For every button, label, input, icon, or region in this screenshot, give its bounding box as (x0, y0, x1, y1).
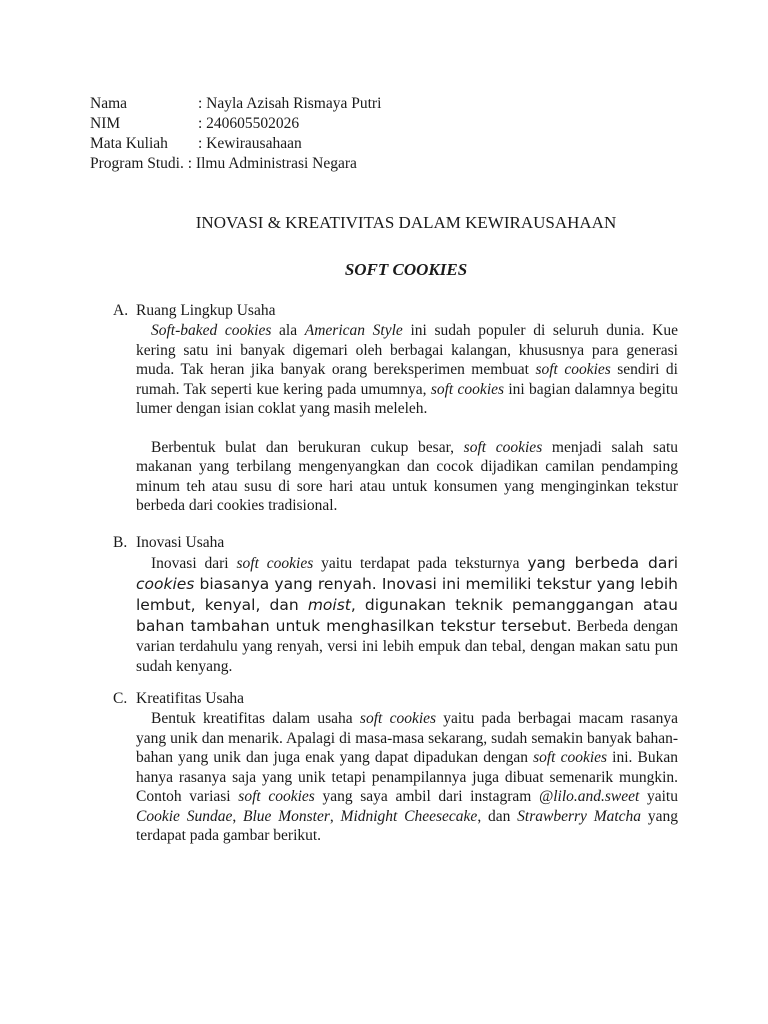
mata-kuliah-value: : Kewirausahaan (198, 135, 302, 152)
text-run: sendiri di rumah. Tak seperti kue kering pada umumnya, (136, 361, 678, 398)
text-run: Soft-baked cookies (151, 322, 272, 339)
text-run: , dan (477, 807, 518, 825)
text-run: yaitu (639, 788, 678, 805)
section-letter: C. (113, 690, 128, 707)
nim-value: : 240605502026 (198, 115, 300, 132)
section-heading (113, 689, 678, 709)
text-run: Cookie Sundae (136, 807, 233, 825)
text-run: , (232, 807, 243, 825)
nama-value: : Nayla Azisah Rismaya Putri (198, 95, 382, 112)
nama-label: Nama (90, 95, 128, 112)
program-studi-value: : Ilmu Administrasi Negara (187, 155, 357, 172)
text-run: Bentuk kreatifitas dalam usaha (151, 710, 360, 727)
text-run: cookies (136, 575, 195, 593)
document-title: INOVASI & KREATIVITAS DALAM KEWIRAUSAHAAN (195, 213, 617, 232)
text-run: Inovasi dari (151, 555, 237, 572)
nim-label: NIM (90, 115, 121, 132)
text-run: soft cookies (535, 361, 611, 378)
text-run: yang saya ambil dari instagram (314, 788, 539, 805)
student-info-block (90, 94, 381, 174)
section-heading (113, 301, 678, 321)
text-run: soft cookies (463, 438, 543, 456)
text-run: soft cookies (359, 710, 437, 727)
text-run: @lilo.and.sweet (538, 788, 640, 805)
section-heading (113, 533, 678, 553)
document-subtitle: SOFT COOKIES (344, 260, 468, 279)
paragraph (136, 321, 678, 419)
text-run: American Style (304, 322, 403, 339)
section-inovasi (113, 533, 678, 677)
section-title: Ruang Lingkup Usaha (136, 302, 276, 319)
text-run: soft cookies (430, 380, 505, 398)
text-run: ala (271, 322, 305, 339)
text-run: soft cookies (533, 749, 608, 766)
info-row-mata-kuliah (90, 134, 381, 154)
text-run: yang berbeda dari (527, 554, 679, 572)
text-run: menjadi salah satu makanan yang terbilang mengenyangkan dan cocok dijadikan camilan pendamping minum teh atau susu di sore hari atau untuk konsumen yang menginginkan tekstur berbeda dari cookies tradisional. (136, 438, 679, 514)
paragraph (136, 553, 678, 677)
section-title: Inovasi Usaha (136, 534, 225, 551)
text-run: soft cookies (236, 555, 314, 572)
info-row-program-studi (90, 154, 381, 174)
text-run: ini sudah populer di seluruh dunia. Kue kering satu ini banyak digemari oleh berbagai kalangan, khususnya para generasi muda. Tak heran jika banyak orang bereksperimen membuat (136, 322, 678, 378)
text-run: Midnight Cheesecake (340, 807, 478, 825)
text-run: , digunakan teknik pemanggangan atau bahan tambahan untuk menghasilkan tekstur tersebut. (136, 596, 678, 635)
paragraph (136, 438, 678, 516)
section-letter: B. (113, 534, 128, 551)
text-run: , (329, 807, 341, 825)
text-run: ini bagian dalamnya begitu lumer dengan isian coklat yang masih meleleh. (136, 380, 678, 417)
text-run: ini. Bukan hanya rasanya saja yang unik tetapi penampilannya juga dibuat semenarik mungkin. Contoh variasi (136, 749, 678, 805)
text-run: Blue Monster (243, 807, 330, 825)
text-run: biasanya yang renyah. Inovasi ini memiliki tekstur yang lebih lembut, kenyal, dan (136, 575, 678, 614)
text-run: soft cookies (238, 788, 315, 805)
paragraph (136, 709, 678, 846)
program-studi-label: Program Studi. (90, 155, 184, 172)
text-run: Strawberry Matcha (517, 807, 642, 825)
text-run: moist (307, 596, 351, 614)
text-run: yaitu terdapat pada teksturnya (313, 555, 528, 572)
text-run: yang terdapat pada gambar berikut. (136, 807, 678, 844)
text-run: Berbeda dengan varian terdahulu yang renyah, versi ini lebih empuk dan tebal, dengan makan satu pun sudah kenyang. (136, 618, 678, 675)
section-title: Kreatifitas Usaha (136, 690, 245, 707)
text-run: Berbentuk bulat dan berukuran cukup besar, (151, 438, 464, 456)
section-letter: A. (113, 302, 129, 319)
mata-kuliah-label: Mata Kuliah (90, 135, 168, 152)
info-row-nim (90, 114, 381, 134)
section-kreatifitas (113, 689, 678, 846)
text-run: yaitu pada berbagai macam rasanya yang unik dan menarik. Apalagi di masa-masa sekarang, sudah semakin banyak bahan-bahan yang unik dan juga enak yang dapat dipadukan dengan (136, 710, 678, 766)
section-ruang-lingkup (113, 301, 678, 516)
info-row-nama (90, 94, 381, 114)
